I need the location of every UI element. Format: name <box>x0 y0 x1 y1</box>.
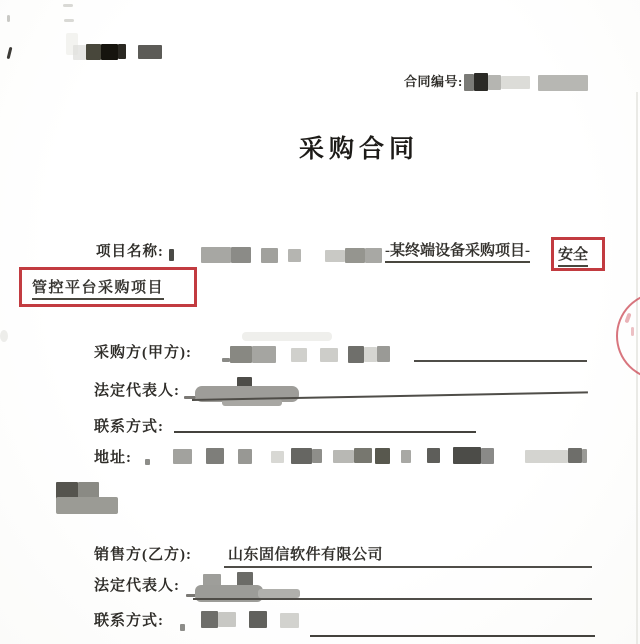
redaction-block <box>230 346 252 363</box>
redaction-block <box>348 346 364 363</box>
project-name-text: -某终端设备采购项目- <box>385 243 530 263</box>
redaction-block <box>206 448 224 464</box>
party-b-contact-label: 联系方式: <box>94 613 164 629</box>
redaction-block <box>291 448 312 464</box>
redaction-block <box>377 346 390 362</box>
redaction-block <box>238 449 252 464</box>
redaction-block <box>568 448 582 463</box>
redaction-block <box>261 248 278 263</box>
redaction-block <box>481 448 494 464</box>
redaction-block <box>333 450 354 463</box>
redaction-block <box>118 44 126 59</box>
party-b-label: 销售方(乙方): <box>94 547 192 563</box>
project-name-highlight-2: 管控平台采购项目 <box>32 276 164 300</box>
redaction-block <box>249 611 267 628</box>
page-title: 采购合同 <box>299 136 420 163</box>
redaction-block <box>252 346 276 363</box>
redaction-block <box>138 45 162 59</box>
highlight-box-security <box>551 237 605 271</box>
redaction-block <box>231 247 251 263</box>
redaction-block <box>401 450 411 463</box>
redaction-block <box>101 44 118 60</box>
redaction-block <box>258 589 300 598</box>
redaction-block <box>222 358 230 362</box>
party-a-label: 采购方(甲方): <box>94 345 192 361</box>
redaction-block <box>180 624 185 631</box>
party-a-contact-label: 联系方式: <box>94 419 164 435</box>
redaction-block <box>173 449 192 464</box>
party-b-legal-rep-label: 法定代表人: <box>94 578 180 594</box>
redaction-block <box>525 450 568 463</box>
redaction-block <box>169 249 174 261</box>
redaction-block <box>364 347 377 362</box>
party-b-contact-underline <box>310 635 595 637</box>
party-b-legal-rep-underline <box>193 598 592 600</box>
project-name-highlight-1: 安全 <box>558 243 588 267</box>
redaction-block <box>375 448 390 464</box>
redaction-block <box>86 44 101 60</box>
highlight-box-platform <box>19 267 197 307</box>
redaction-block <box>242 332 332 341</box>
redaction-block <box>365 248 382 263</box>
redaction-block <box>464 74 474 91</box>
redaction-block <box>218 612 236 627</box>
redaction-block <box>474 73 488 91</box>
redaction-block <box>453 447 481 464</box>
redaction-block <box>312 449 322 463</box>
party-a-underline <box>414 360 587 362</box>
redaction-block <box>271 451 284 463</box>
redaction-block <box>345 248 365 263</box>
party-a-address-label: 地址: <box>94 450 132 466</box>
redaction-block <box>488 75 501 90</box>
redaction-block <box>582 449 587 463</box>
redaction-block <box>288 249 301 262</box>
red-stamp-mark <box>631 327 634 336</box>
redaction-block <box>56 497 118 514</box>
redaction-block <box>201 611 218 628</box>
party-b-underline <box>224 566 592 568</box>
redaction-block <box>201 247 231 263</box>
contract-number-label: 合同编号: <box>404 74 463 89</box>
redaction-block <box>78 482 99 498</box>
redaction-block <box>73 45 86 60</box>
redaction-block <box>320 348 338 362</box>
redaction-block <box>501 76 530 89</box>
redaction-block <box>145 459 150 465</box>
redaction-block <box>427 448 440 463</box>
redaction-block <box>354 448 372 463</box>
redaction-block <box>538 75 588 91</box>
redaction-block <box>291 348 307 362</box>
redaction-block <box>325 250 345 262</box>
party-b-company: 山东固信软件有限公司 <box>228 547 384 563</box>
redaction-block <box>280 613 299 628</box>
party-a-contact-underline <box>174 431 476 433</box>
party-a-legal-rep-label: 法定代表人: <box>94 383 180 399</box>
project-name-label: 项目名称: <box>96 244 164 260</box>
